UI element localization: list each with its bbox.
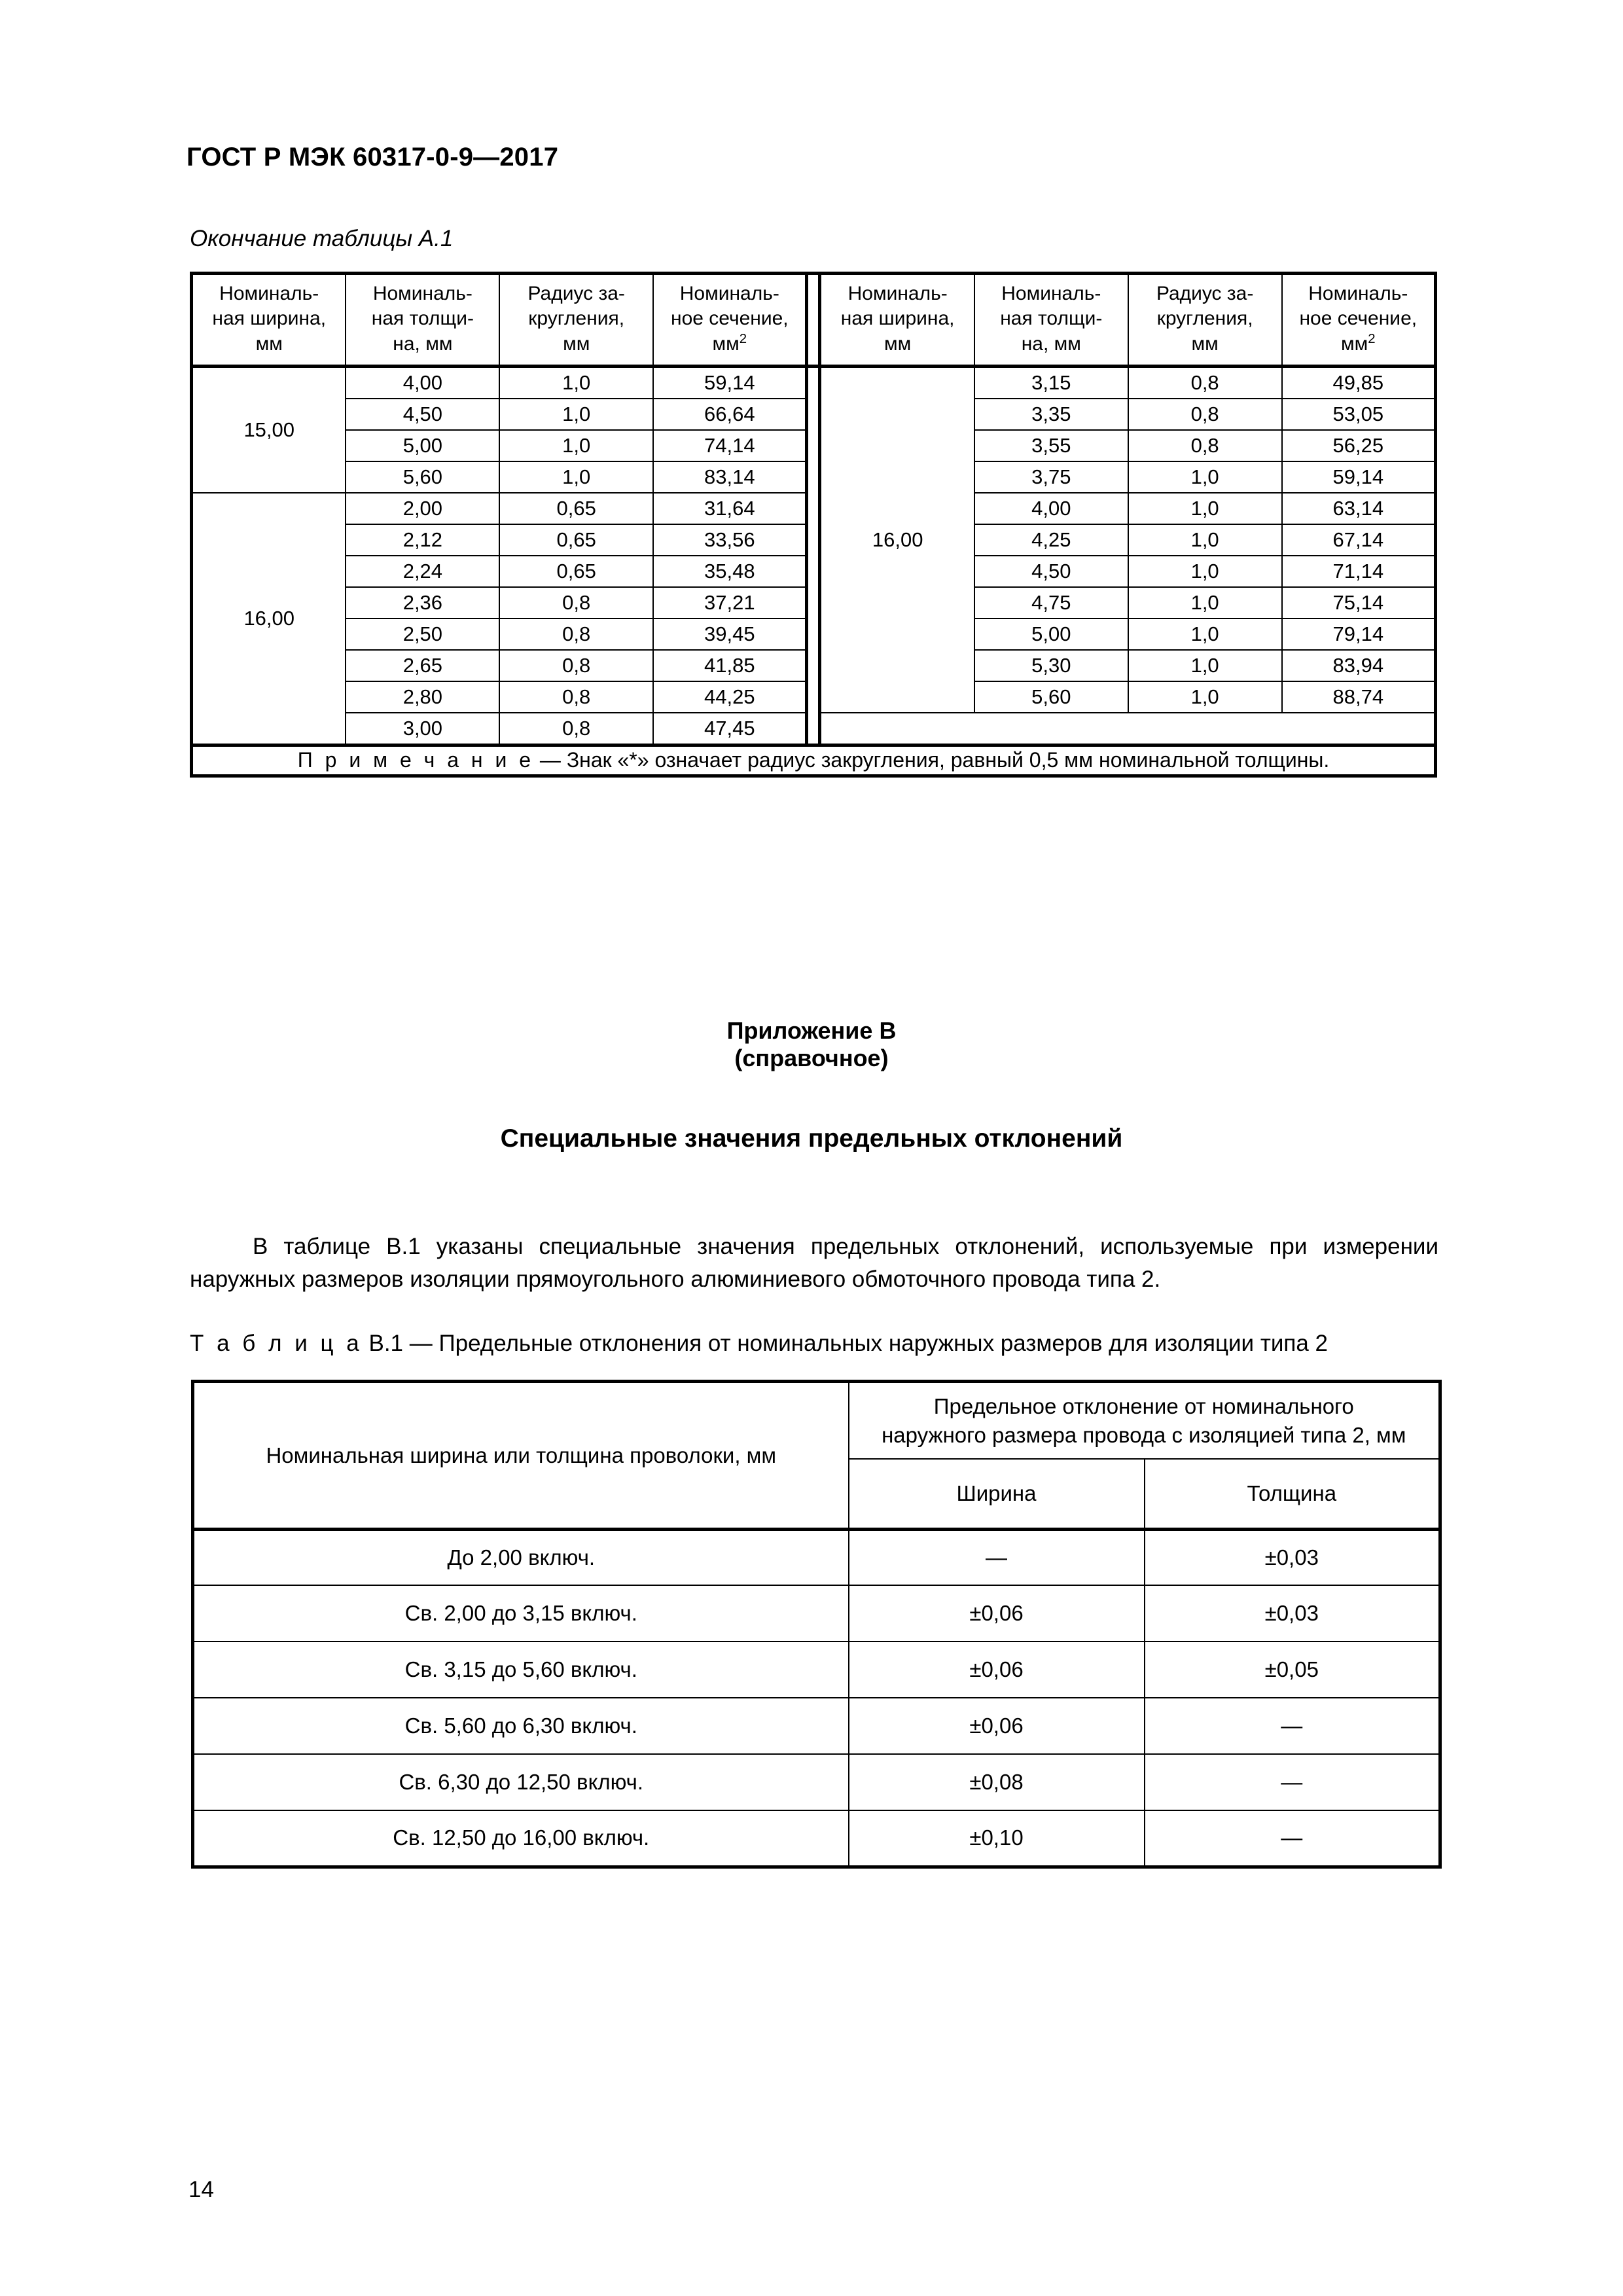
table-a1-cell-section-right: 67,14	[1282, 524, 1436, 556]
table-a1-cell-thickness-right: 3,35	[974, 399, 1128, 430]
table-a1-cell-thickness-right: 5,30	[974, 650, 1128, 681]
table-a1-cell-section-right: 56,25	[1282, 430, 1436, 461]
table-a1-cell-thickness-left: 3,00	[346, 713, 499, 745]
table-a1-cell-section-right: 59,14	[1282, 461, 1436, 493]
col-header-section-right-line2: ное сечение,	[1299, 308, 1418, 330]
table-a1-cell-radius-right: 0,8	[1128, 430, 1282, 461]
table-b1-col-header-deviation	[849, 1382, 1440, 1460]
col-header-thickness-left-line3: на, мм	[393, 332, 453, 355]
table-a1-cell-radius-left: 1,0	[499, 399, 653, 430]
table-a1-cell-section-left: 39,45	[653, 619, 807, 650]
table-a1-cell-section-left: 41,85	[653, 650, 807, 681]
col-header-width-right-line3: мм	[884, 332, 912, 355]
table-a1-cell-width-left: 15,00	[192, 367, 346, 493]
table-b1-row	[193, 1810, 1440, 1867]
table-b1-row	[193, 1754, 1440, 1810]
table-a1-cell-radius-right: 1,0	[1128, 461, 1282, 493]
col-header-width-left	[192, 274, 346, 367]
table-b1-caption-label: Т а б л и ц а	[190, 1331, 363, 1356]
table-a1-cell-radius-right: 1,0	[1128, 619, 1282, 650]
col-header-radius-left-line2: кругления,	[528, 308, 625, 330]
table-a1-panel-divider-cell	[807, 713, 820, 745]
table-a1-row	[192, 713, 1436, 745]
table-a1	[190, 272, 1437, 778]
table-a1-panel-divider-cell	[807, 493, 820, 524]
col-header-thickness-right	[974, 274, 1128, 367]
table-b1-cell-thickness-deviation: ±0,03	[1145, 1529, 1440, 1585]
table-a1-cell-thickness-left: 2,24	[346, 556, 499, 587]
table-a1-cell-radius-left: 1,0	[499, 430, 653, 461]
table-a1-cell-radius-left: 0,65	[499, 524, 653, 556]
table-a1-cell-width-left: 16,00	[192, 493, 346, 745]
table-a1-cell-radius-right: 1,0	[1128, 650, 1282, 681]
table-a1-cell-radius-right: 1,0	[1128, 681, 1282, 713]
appendix-b-paragraph: В таблице В.1 указаны специальные значения предельных отклонений, используемые при измерении наружных размеров изоляции прямоугольного алюминиевого обмоточного провода типа 2.	[190, 1234, 1438, 1292]
table-b1-col-header-deviation-line2: наружного размера провода с изоляцией типа 2, мм	[882, 1422, 1406, 1447]
table-a1-cell-section-right: 53,05	[1282, 399, 1436, 430]
table-b1-cell-width-deviation: —	[849, 1529, 1145, 1585]
col-header-radius-left	[499, 274, 653, 367]
table-b1-cell-thickness-deviation: —	[1145, 1754, 1440, 1810]
table-a1-cell-thickness-left: 2,50	[346, 619, 499, 650]
appendix-b-title: Приложение В	[726, 1017, 897, 1044]
col-header-width-right	[820, 274, 974, 367]
table-b1-caption-text: В.1 — Предельные отклонения от номинальных наружных размеров для изоляции типа 2	[368, 1331, 1329, 1356]
table-a1-cell-radius-left: 0,8	[499, 587, 653, 619]
table-a1-cell-thickness-right: 4,25	[974, 524, 1128, 556]
table-a1-panel-divider-cell	[807, 681, 820, 713]
table-b1-row	[193, 1585, 1440, 1641]
col-header-section-left	[653, 274, 807, 367]
table-a1-row	[192, 619, 1436, 650]
table-a1-cell-width-right: 16,00	[820, 367, 974, 713]
col-header-thickness-left	[346, 274, 499, 367]
col-header-section-left-sup: 2	[739, 331, 747, 346]
table-a1-panel-divider-cell	[807, 524, 820, 556]
table-a1-cell-section-left: 83,14	[653, 461, 807, 493]
col-header-width-left-line2: ная ширина,	[212, 308, 327, 330]
table-a1-empty-right	[820, 713, 1436, 745]
table-a1-cell-thickness-right: 3,15	[974, 367, 1128, 399]
col-header-radius-right-line2: кругления,	[1156, 308, 1253, 330]
col-header-thickness-left-line1: Номиналь-	[372, 283, 473, 304]
table-a1-cell-thickness-left: 5,60	[346, 461, 499, 493]
table-a1-row	[192, 556, 1436, 587]
table-a1-cell-section-left: 37,21	[653, 587, 807, 619]
table-b1-cell-range: Св. 6,30 до 12,50 включ.	[193, 1754, 849, 1810]
table-a1-cell-section-left: 66,64	[653, 399, 807, 430]
table-a1-note-text: — Знак «*» означает радиус закругления, равный 0,5 мм номинальной толщины.	[539, 748, 1330, 772]
table-a1-note-cell	[192, 745, 1436, 776]
table-a1-row	[192, 430, 1436, 461]
table-a1-panel-divider-cell	[807, 399, 820, 430]
table-a1-cell-thickness-left: 4,00	[346, 367, 499, 399]
table-a1-cell-radius-right: 1,0	[1128, 493, 1282, 524]
table-a1-row	[192, 524, 1436, 556]
table-a1-cell-radius-right: 1,0	[1128, 524, 1282, 556]
col-header-section-left-line2: ное сечение,	[671, 308, 789, 330]
table-a1-row	[192, 681, 1436, 713]
table-b1-cell-width-deviation: ±0,08	[849, 1754, 1145, 1810]
table-b1-caption	[190, 1331, 1328, 1357]
col-header-radius-left-line3: мм	[563, 332, 590, 355]
table-b1-body	[193, 1529, 1440, 1867]
table-a1-cell-thickness-right: 4,75	[974, 587, 1128, 619]
table-a1-note-label: П р и м е ч а н и е	[297, 748, 535, 772]
table-b1-col-header-dimension: Номинальная ширина или толщина проволоки, мм	[193, 1382, 849, 1530]
table-a1-cell-thickness-left: 2,80	[346, 681, 499, 713]
table-a1-header-row	[192, 274, 1436, 367]
table-a1-cell-radius-left: 0,8	[499, 713, 653, 745]
col-header-width-left-line3: мм	[255, 332, 283, 355]
table-b1-cell-thickness-deviation: ±0,03	[1145, 1585, 1440, 1641]
table-b1-header-row-1	[193, 1382, 1440, 1460]
table-a1-cell-thickness-right: 5,00	[974, 619, 1128, 650]
appendix-b-subtitle: (справочное)	[734, 1045, 889, 1071]
col-header-thickness-right-line2: ная толщи-	[1000, 308, 1103, 330]
col-header-radius-right-line3: мм	[1191, 332, 1219, 355]
table-a1-cell-section-right: 79,14	[1282, 619, 1436, 650]
table-a1-cell-thickness-left: 2,65	[346, 650, 499, 681]
table-a1-panel-divider-cell	[807, 650, 820, 681]
table-a1-cell-thickness-right: 4,00	[974, 493, 1128, 524]
table-a1-cell-section-right: 75,14	[1282, 587, 1436, 619]
table-a1-cell-section-left: 74,14	[653, 430, 807, 461]
table-b1-row	[193, 1641, 1440, 1698]
table-b1-cell-range: Св. 3,15 до 5,60 включ.	[193, 1641, 849, 1698]
table-b1-row	[193, 1698, 1440, 1754]
table-a1-row	[192, 650, 1436, 681]
table-a1-row	[192, 399, 1436, 430]
table-a1-container	[190, 272, 1437, 778]
table-a1-cell-thickness-right: 4,50	[974, 556, 1128, 587]
table-b1-cell-width-deviation: ±0,06	[849, 1585, 1145, 1641]
table-a1-cell-section-right: 88,74	[1282, 681, 1436, 713]
col-header-section-left-line1: Номиналь-	[679, 283, 779, 304]
table-b1-cell-width-deviation: ±0,06	[849, 1641, 1145, 1698]
col-header-width-left-line1: Номиналь-	[219, 283, 319, 304]
col-header-section-left-line3: мм	[712, 332, 740, 355]
table-b1-cell-width-deviation: ±0,10	[849, 1810, 1145, 1867]
col-header-thickness-left-line2: ная толщи-	[371, 308, 474, 330]
table-a1-cell-radius-left: 0,8	[499, 619, 653, 650]
table-a1-footer	[192, 745, 1436, 776]
table-a1-cell-thickness-right: 3,55	[974, 430, 1128, 461]
document-header-standard-number: ГОСТ Р МЭК 60317-0-9—2017	[187, 143, 559, 171]
table-a1-panel-divider-cell	[807, 619, 820, 650]
table-b1-col-header-thickness: Толщина	[1145, 1459, 1440, 1529]
table-a1-cell-radius-left: 1,0	[499, 461, 653, 493]
table-a1-cell-radius-right: 0,8	[1128, 399, 1282, 430]
table-b1-cell-range: Св. 5,60 до 6,30 включ.	[193, 1698, 849, 1754]
table-b1-cell-range: До 2,00 включ.	[193, 1529, 849, 1585]
table-a1-cell-section-right: 49,85	[1282, 367, 1436, 399]
page-number: 14	[188, 2177, 214, 2202]
table-b1-col-header-deviation-line1: Предельное отклонение от номинального	[933, 1394, 1354, 1418]
table-b1-header	[193, 1382, 1440, 1530]
table-a1-cell-section-left: 35,48	[653, 556, 807, 587]
table-a1-header	[192, 274, 1436, 367]
table-a1-caption: Окончание таблицы А.1	[190, 226, 454, 251]
table-b1-cell-thickness-deviation: —	[1145, 1810, 1440, 1867]
table-a1-panel-divider-cell	[807, 430, 820, 461]
table-a1-cell-radius-left: 0,65	[499, 493, 653, 524]
col-header-section-right-line1: Номиналь-	[1308, 283, 1408, 304]
table-b1-cell-range: Св. 2,00 до 3,15 включ.	[193, 1585, 849, 1641]
col-header-section-right	[1282, 274, 1436, 367]
table-a1-cell-section-left: 59,14	[653, 367, 807, 399]
table-a1-cell-thickness-right: 5,60	[974, 681, 1128, 713]
table-a1-cell-radius-left: 0,8	[499, 681, 653, 713]
table-a1-cell-radius-left: 0,65	[499, 556, 653, 587]
table-a1-cell-section-right: 71,14	[1282, 556, 1436, 587]
table-a1-row	[192, 367, 1436, 399]
table-b1-cell-thickness-deviation: —	[1145, 1698, 1440, 1754]
table-a1-panel-divider-cell	[807, 367, 820, 399]
table-a1-cell-radius-left: 1,0	[499, 367, 653, 399]
col-header-thickness-right-line1: Номиналь-	[1001, 283, 1101, 304]
col-header-width-right-line2: ная ширина,	[840, 308, 955, 330]
table-a1-cell-thickness-left: 2,36	[346, 587, 499, 619]
table-a1-cell-radius-right: 1,0	[1128, 556, 1282, 587]
table-a1-cell-section-left: 31,64	[653, 493, 807, 524]
table-a1-cell-section-left: 33,56	[653, 524, 807, 556]
table-b1-row	[193, 1529, 1440, 1585]
table-a1-panel-divider-cell	[807, 461, 820, 493]
table-a1-cell-section-right: 83,94	[1282, 650, 1436, 681]
col-header-radius-right	[1128, 274, 1282, 367]
col-header-thickness-right-line3: на, мм	[1021, 332, 1081, 355]
table-b1-cell-width-deviation: ±0,06	[849, 1698, 1145, 1754]
table-a1-panel-divider-cell	[807, 556, 820, 587]
col-header-radius-right-line1: Радиус за-	[1156, 283, 1254, 304]
table-a1-note-row	[192, 745, 1436, 776]
table-a1-cell-thickness-left: 4,50	[346, 399, 499, 430]
col-header-radius-left-line1: Радиус за-	[527, 283, 625, 304]
table-a1-cell-thickness-left: 2,12	[346, 524, 499, 556]
table-a1-cell-radius-left: 0,8	[499, 650, 653, 681]
table-a1-row	[192, 461, 1436, 493]
table-b1-cell-thickness-deviation: ±0,05	[1145, 1641, 1440, 1698]
table-a1-row	[192, 493, 1436, 524]
table-a1-cell-section-left: 47,45	[653, 713, 807, 745]
table-b1	[191, 1380, 1442, 1869]
col-header-section-right-line3: мм	[1340, 332, 1368, 355]
table-a1-row	[192, 587, 1436, 619]
col-header-section-right-sup: 2	[1368, 331, 1376, 346]
table-a1-cell-radius-right: 1,0	[1128, 587, 1282, 619]
table-b1-container	[191, 1380, 1438, 1869]
table-a1-panel-divider-cell	[807, 587, 820, 619]
table-b1-col-header-width: Ширина	[849, 1459, 1145, 1529]
table-a1-cell-thickness-left: 2,00	[346, 493, 499, 524]
col-header-width-right-line1: Номиналь-	[847, 283, 948, 304]
table-a1-cell-radius-right: 0,8	[1128, 367, 1282, 399]
table-a1-cell-thickness-left: 5,00	[346, 430, 499, 461]
table-a1-cell-thickness-right: 3,75	[974, 461, 1128, 493]
table-a1-cell-section-left: 44,25	[653, 681, 807, 713]
table-a1-cell-section-right: 63,14	[1282, 493, 1436, 524]
appendix-b-heading: Специальные значения предельных отклонений	[500, 1124, 1123, 1153]
table-b1-cell-range: Св. 12,50 до 16,00 включ.	[193, 1810, 849, 1867]
table-a1-panel-divider	[807, 274, 820, 367]
table-a1-body	[192, 367, 1436, 745]
